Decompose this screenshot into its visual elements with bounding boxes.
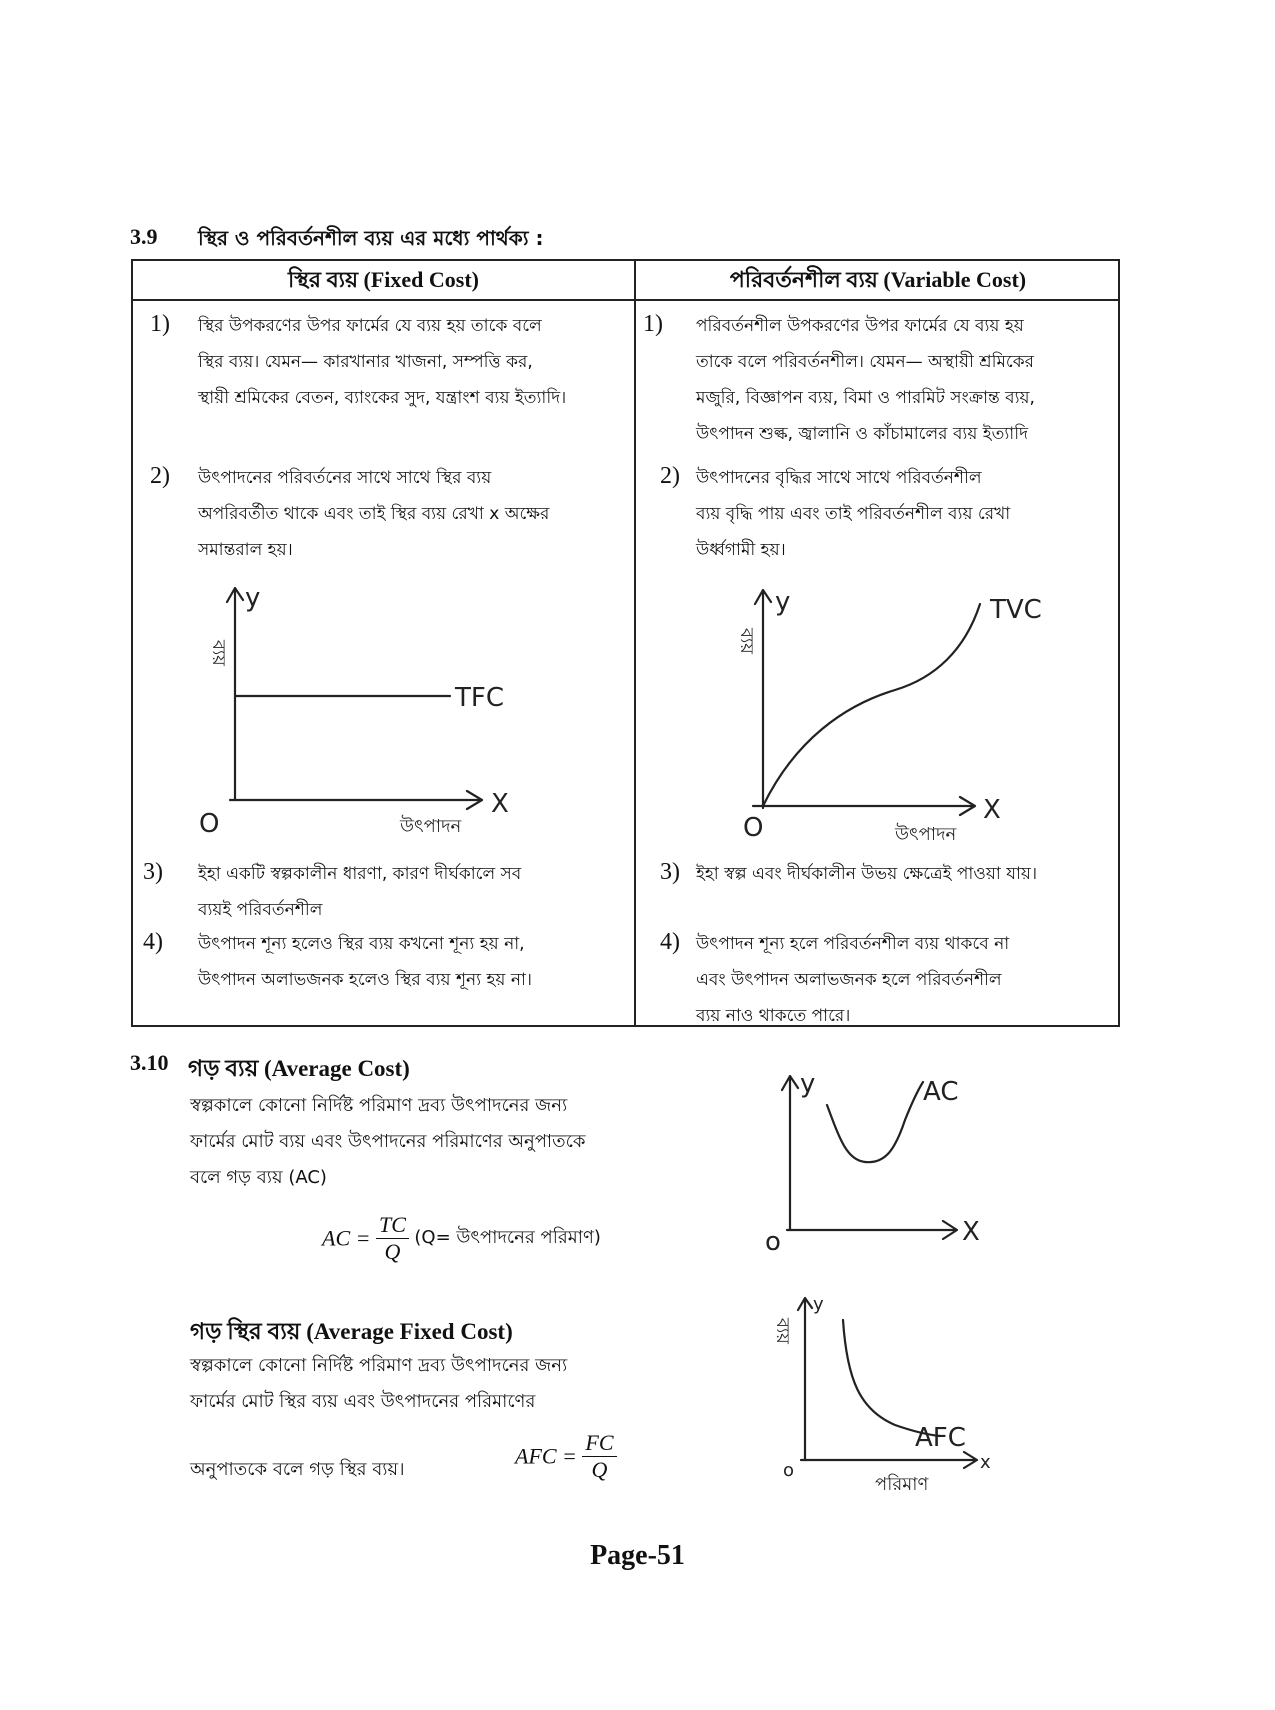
formula-denominator: Q xyxy=(384,1239,401,1264)
point-number: 1) xyxy=(643,311,663,337)
formula-numerator: TC xyxy=(376,1212,409,1239)
formula-note: (Q= উৎপাদনের পরিমাণ) xyxy=(414,1227,601,1248)
y-axis-line xyxy=(755,590,771,808)
average-cost-definition: স্বল্পকালে কোনো নির্দিষ্ট পরিমাণ দ্রব্য উৎপাদনের জন্য ফার্মের মোট ব্যয় এবং উৎপাদনের পরিমাণের অনুপাতকে বলে গড় ব্যয় (AC) xyxy=(190,1095,586,1188)
y-axis-line xyxy=(227,588,243,800)
y-axis-letter: y xyxy=(813,1294,824,1315)
y-axis-label: ব্যয় xyxy=(208,640,229,666)
afc-graph xyxy=(765,1280,1005,1500)
section-number: 3.10 xyxy=(130,1050,169,1075)
tvc-graph xyxy=(725,570,1085,850)
origin-label: O xyxy=(199,809,220,839)
variable-cost-point-4: উৎপাদন শূন্য হলে পরিবর্তনশীল ব্যয় থাকবে না এবং উৎপাদন অলাভজনক হলে পরিবর্তনশীল ব্যয় নাও থাকতে পারে। xyxy=(696,934,1010,1026)
point-number: 2) xyxy=(150,463,170,489)
x-axis-label: উৎপাদন xyxy=(400,816,462,837)
point-number: 4) xyxy=(143,929,163,955)
formula-fraction xyxy=(376,1212,409,1265)
y-axis-letter: y xyxy=(245,583,261,613)
y-axis-line xyxy=(782,1076,798,1230)
fixed-cost-point-4: উৎপাদন শূন্য হলেও স্থির ব্যয় কখনো শূন্য হয় না, উৎপাদন অলাভজনক হলেও স্থির ব্যয় শূন্য হয় না। xyxy=(198,934,532,990)
afc-definition-last-line: অনুপাতকে বলে গড় স্থির ব্যয়। xyxy=(190,1459,405,1480)
afc-title: গড় স্থির ব্যয় (Average Fixed Cost) xyxy=(190,1319,513,1344)
fixed-cost-point-1: স্থির উপকরণের উপর ফার্মের যে ব্যয় হয় তাকে বলে স্থির ব্যয়। যেমন— কারখানার খাজনা, সম্পত্তি কর, স্থায়ী শ্রমিকের বেতন, ব্যাংকের সুদ, যন্ত্রাংশ ব্যয় ইত্যাদি। xyxy=(198,316,567,408)
column-divider xyxy=(634,261,636,1025)
ac-graph xyxy=(755,1060,1015,1260)
afc-definition: স্বল্পকালে কোনো নির্দিষ্ট পরিমাণ দ্রব্য উৎপাদনের জন্য ফার্মের মোট স্থির ব্যয় এবং উৎপাদনের পরিমাণের xyxy=(190,1355,568,1412)
section-title: স্থির ও পরিবর্তনশীল ব্যয় এর মধ্যে পার্থক্য : xyxy=(198,226,544,250)
variable-cost-point-1: পরিবর্তনশীল উপকরণের উপর ফার্মের যে ব্যয় হয় তাকে বলে পরিবর্তনশীল। যেমন— অস্থায়ী শ্রমিকের মজুরি, বিজ্ঞাপন ব্যয়, বিমা ও পারমিট সংক্রান্ত ব্যয়, উৎপাদন শুল্ক, জ্বালানি ও কাঁচামালের ব্যয় ইত্যাদি xyxy=(696,316,1035,444)
page-number: Page-51 xyxy=(590,1540,685,1571)
origin-label: o xyxy=(765,1227,781,1257)
section-title: গড় ব্যয় (Average Cost) xyxy=(188,1056,410,1081)
tvc-curve xyxy=(763,604,980,806)
y-axis-label: ব্যয় xyxy=(736,628,757,654)
formula-denominator: Q xyxy=(591,1457,608,1482)
point-number: 2) xyxy=(660,463,680,489)
y-axis-label: ব্যয় xyxy=(772,1318,793,1344)
ac-curve xyxy=(827,1082,923,1162)
x-axis-letter: X xyxy=(962,1217,980,1247)
x-axis-line xyxy=(753,797,975,815)
x-axis-label: পরিমাণ xyxy=(875,1474,929,1495)
x-axis-letter: X xyxy=(491,789,509,819)
y-axis-letter: y xyxy=(775,587,791,617)
tfc-curve-label: TFC xyxy=(455,683,504,713)
formula-lhs: AC = xyxy=(322,1225,371,1251)
formula-lhs: AFC = xyxy=(515,1443,577,1469)
origin-label: o xyxy=(783,1460,795,1481)
point-number: 4) xyxy=(660,929,680,955)
x-axis-line xyxy=(787,1221,957,1239)
fixed-cost-point-3: ইহা একটি স্বল্পকালীন ধারণা, কারণ দীর্ঘকালে সব ব্যয়ই পরিবর্তনশীল xyxy=(198,864,522,920)
average-cost-formula xyxy=(322,1212,601,1265)
point-number: 3) xyxy=(660,859,680,885)
point-number: 1) xyxy=(150,311,170,337)
y-axis-letter: y xyxy=(800,1069,816,1099)
afc-formula xyxy=(515,1430,617,1483)
x-axis-label: উৎপাদন xyxy=(895,824,957,845)
x-axis-letter: x xyxy=(980,1452,991,1473)
y-axis-line xyxy=(798,1298,812,1460)
tfc-graph xyxy=(185,570,525,850)
section-number: 3.9 xyxy=(130,224,158,249)
variable-cost-header: পরিবর্তনশীল ব্যয় (Variable Cost) xyxy=(729,267,1027,292)
variable-cost-point-3: ইহা স্বল্প এবং দীর্ঘকালীন উভয় ক্ষেত্রেই পাওয়া যায়। xyxy=(696,864,1038,884)
x-axis-letter: X xyxy=(983,795,1001,825)
ac-curve-label: AC xyxy=(923,1077,959,1107)
origin-label: O xyxy=(743,813,764,843)
header-divider xyxy=(133,299,1118,301)
tvc-curve-label: TVC xyxy=(990,595,1042,625)
x-axis-line xyxy=(230,791,482,809)
formula-fraction xyxy=(582,1430,616,1483)
fixed-cost-point-2: উৎপাদনের পরিবর্তনের সাথে সাথে স্থির ব্যয় অপরিবর্তীত থাকে এবং তাই স্থির ব্যয় রেখা x অক্ষের সমান্তরাল হয়। xyxy=(198,468,550,560)
variable-cost-point-2: উৎপাদনের বৃদ্ধির সাথে সাথে পরিবর্তনশীল ব্যয় বৃদ্ধি পায় এবং তাই পরিবর্তনশীল ব্যয় রেখা উর্ধ্বগামী হয়। xyxy=(696,468,1011,560)
fixed-cost-header: স্থির ব্যয় (Fixed Cost) xyxy=(287,267,480,292)
x-axis-line xyxy=(801,1452,977,1468)
formula-numerator: FC xyxy=(582,1430,616,1457)
point-number: 3) xyxy=(143,859,163,885)
afc-curve xyxy=(843,1320,940,1436)
afc-curve-label: AFC xyxy=(915,1423,966,1453)
